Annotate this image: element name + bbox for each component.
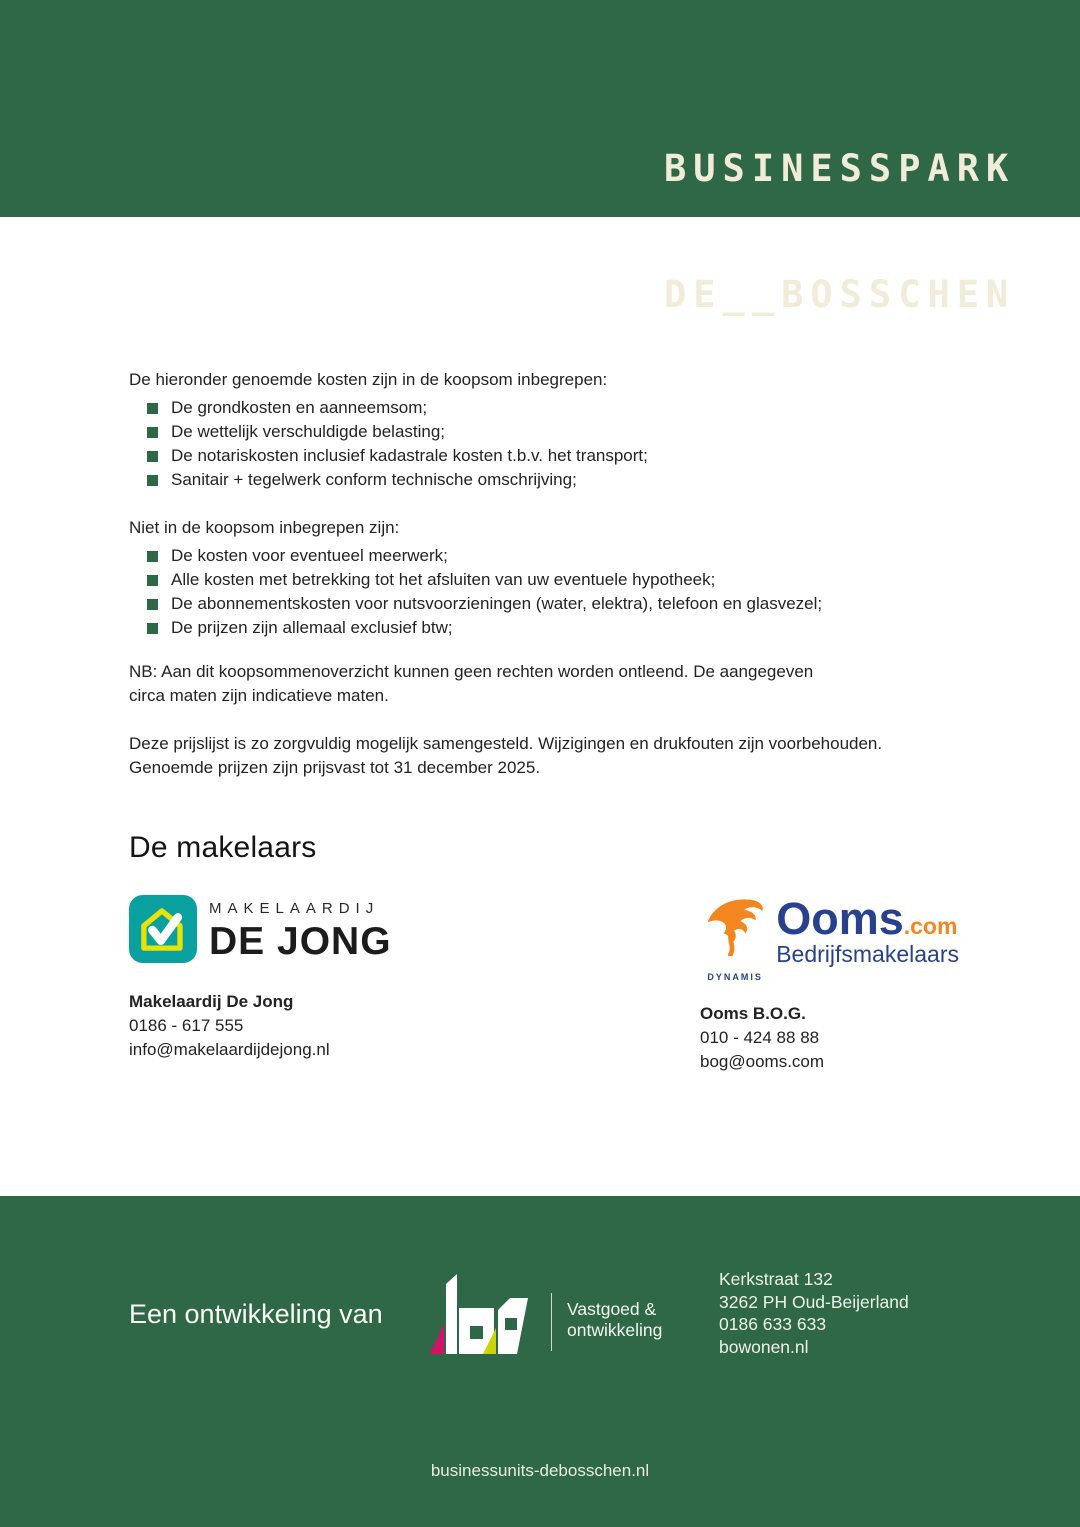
square-bullet-icon	[147, 551, 158, 562]
nb-paragraph	[129, 660, 959, 708]
dejong-logo	[129, 894, 700, 964]
square-bullet-icon	[147, 451, 158, 462]
list-item	[147, 568, 959, 592]
address-website[interactable]: bowonen.nl	[719, 1336, 809, 1357]
footer-band	[0, 1196, 1080, 1527]
dejong-logo-bottom: DE JONG	[209, 919, 392, 963]
square-bullet-icon	[147, 599, 158, 610]
header-band	[0, 0, 1080, 316]
body-content	[129, 368, 959, 1074]
dynamis-label: DYNAMIS	[707, 972, 763, 982]
dejong-contact	[129, 990, 700, 1062]
address-street: Kerkstraat 132	[719, 1269, 833, 1289]
disclaimer-paragraph	[129, 732, 959, 780]
list-item	[147, 544, 959, 568]
logo-line-2: DE__BOSSCHEN	[664, 273, 1016, 316]
dejong-email[interactable]: info@makelaardijdejong.nl	[129, 1040, 330, 1059]
footer-divider	[551, 1293, 552, 1351]
list-item-text: De kosten voor eventueel meerwerk;	[171, 546, 448, 565]
excluded-list	[147, 544, 959, 640]
ooms-email[interactable]: bog@ooms.com	[700, 1052, 825, 1071]
included-intro: De hieronder genoemde kosten zijn in de koopsom inbegrepen:	[129, 370, 608, 389]
nb-line-1: NB: Aan dit koopsommenoverzicht kunnen geen rechten worden ontleend. De aangegeven	[129, 662, 814, 681]
address-phone: 0186 633 633	[719, 1314, 827, 1334]
businesspark-logo	[664, 64, 1015, 400]
development-label: Een ontwikkeling van	[129, 1299, 383, 1329]
square-bullet-icon	[147, 623, 158, 634]
footer-address	[719, 1268, 909, 1358]
dynamis-swirl-icon	[702, 894, 768, 956]
dejong-house-check-icon	[129, 895, 197, 963]
disclaimer-line-2: Genoemde prijzen zijn prijsvast tot 31 december 2025.	[129, 758, 541, 777]
brokers-section	[129, 894, 959, 1074]
bo-tagline-line-1: Vastgoed &	[567, 1299, 657, 1319]
ooms-wordmark-main: Ooms	[776, 893, 904, 944]
dejong-logo-text	[209, 897, 392, 962]
excluded-intro: Niet in de koopsom inbegrepen zijn:	[129, 518, 400, 537]
list-item-text: De wettelijk verschuldigde belasting;	[171, 422, 446, 441]
dejong-phone: 0186 - 617 555	[129, 1016, 244, 1035]
list-item	[147, 592, 959, 616]
dejong-name: Makelaardij De Jong	[129, 992, 294, 1011]
ooms-wordmark-tld: .com	[903, 913, 958, 939]
ooms-logo	[700, 893, 959, 982]
bo-tagline-line-2: ontwikkeling	[567, 1320, 663, 1340]
site-url[interactable]: businessunits-debosschen.nl	[430, 1461, 650, 1480]
list-item-text: De grondkosten en aanneemsom;	[171, 398, 428, 417]
brokers-heading: De makelaars	[129, 831, 317, 864]
bo-tagline	[567, 1299, 662, 1341]
ooms-wordmark-sub: Bedrijfsmakelaars	[776, 941, 959, 967]
ooms-icon-block	[700, 894, 770, 989]
square-bullet-icon	[147, 475, 158, 486]
nb-line-2: circa maten zijn indicatieve maten.	[129, 686, 389, 705]
ooms-name: Ooms B.O.G.	[700, 1004, 806, 1023]
list-item-text: Sanitair + tegelwerk conform technische omschrijving;	[171, 470, 577, 489]
ooms-logo-text	[776, 893, 959, 967]
square-bullet-icon	[147, 403, 158, 414]
ooms-wordmark	[776, 893, 959, 944]
square-bullet-icon	[147, 427, 158, 438]
logo-line-1: BUSINESSPARK	[664, 147, 1016, 190]
list-item-text: De abonnementskosten voor nutsvoorzieningen (water, elektra), telefoon en glasvezel;	[171, 594, 823, 613]
disclaimer-line-1: Deze prijslijst is zo zorgvuldig mogelijk samengesteld. Wijzigingen en drukfouten zijn voorbehouden.	[129, 734, 883, 753]
address-city: 3262 PH Oud-Beijerland	[719, 1291, 909, 1312]
list-item	[147, 396, 959, 420]
list-item-text: De prijzen zijn allemaal exclusief btw;	[171, 618, 453, 637]
dejong-logo-top: MAKELAARDIJ	[209, 899, 380, 917]
list-item-text: Alle kosten met betrekking tot het afsluiten van uw eventuele hypotheek;	[171, 570, 716, 589]
ooms-contact	[700, 1002, 959, 1074]
bo-logo-icon	[428, 1274, 528, 1354]
list-item	[147, 468, 959, 492]
included-list	[147, 396, 959, 492]
broker-dejong	[129, 894, 700, 1074]
ooms-phone: 010 - 424 88 88	[700, 1028, 820, 1047]
list-item	[147, 420, 959, 444]
list-item-text: De notariskosten inclusief kadastrale kosten t.b.v. het transport;	[171, 446, 648, 465]
square-bullet-icon	[147, 575, 158, 586]
broker-ooms	[700, 894, 959, 1074]
list-item	[147, 444, 959, 468]
list-item	[147, 616, 959, 640]
